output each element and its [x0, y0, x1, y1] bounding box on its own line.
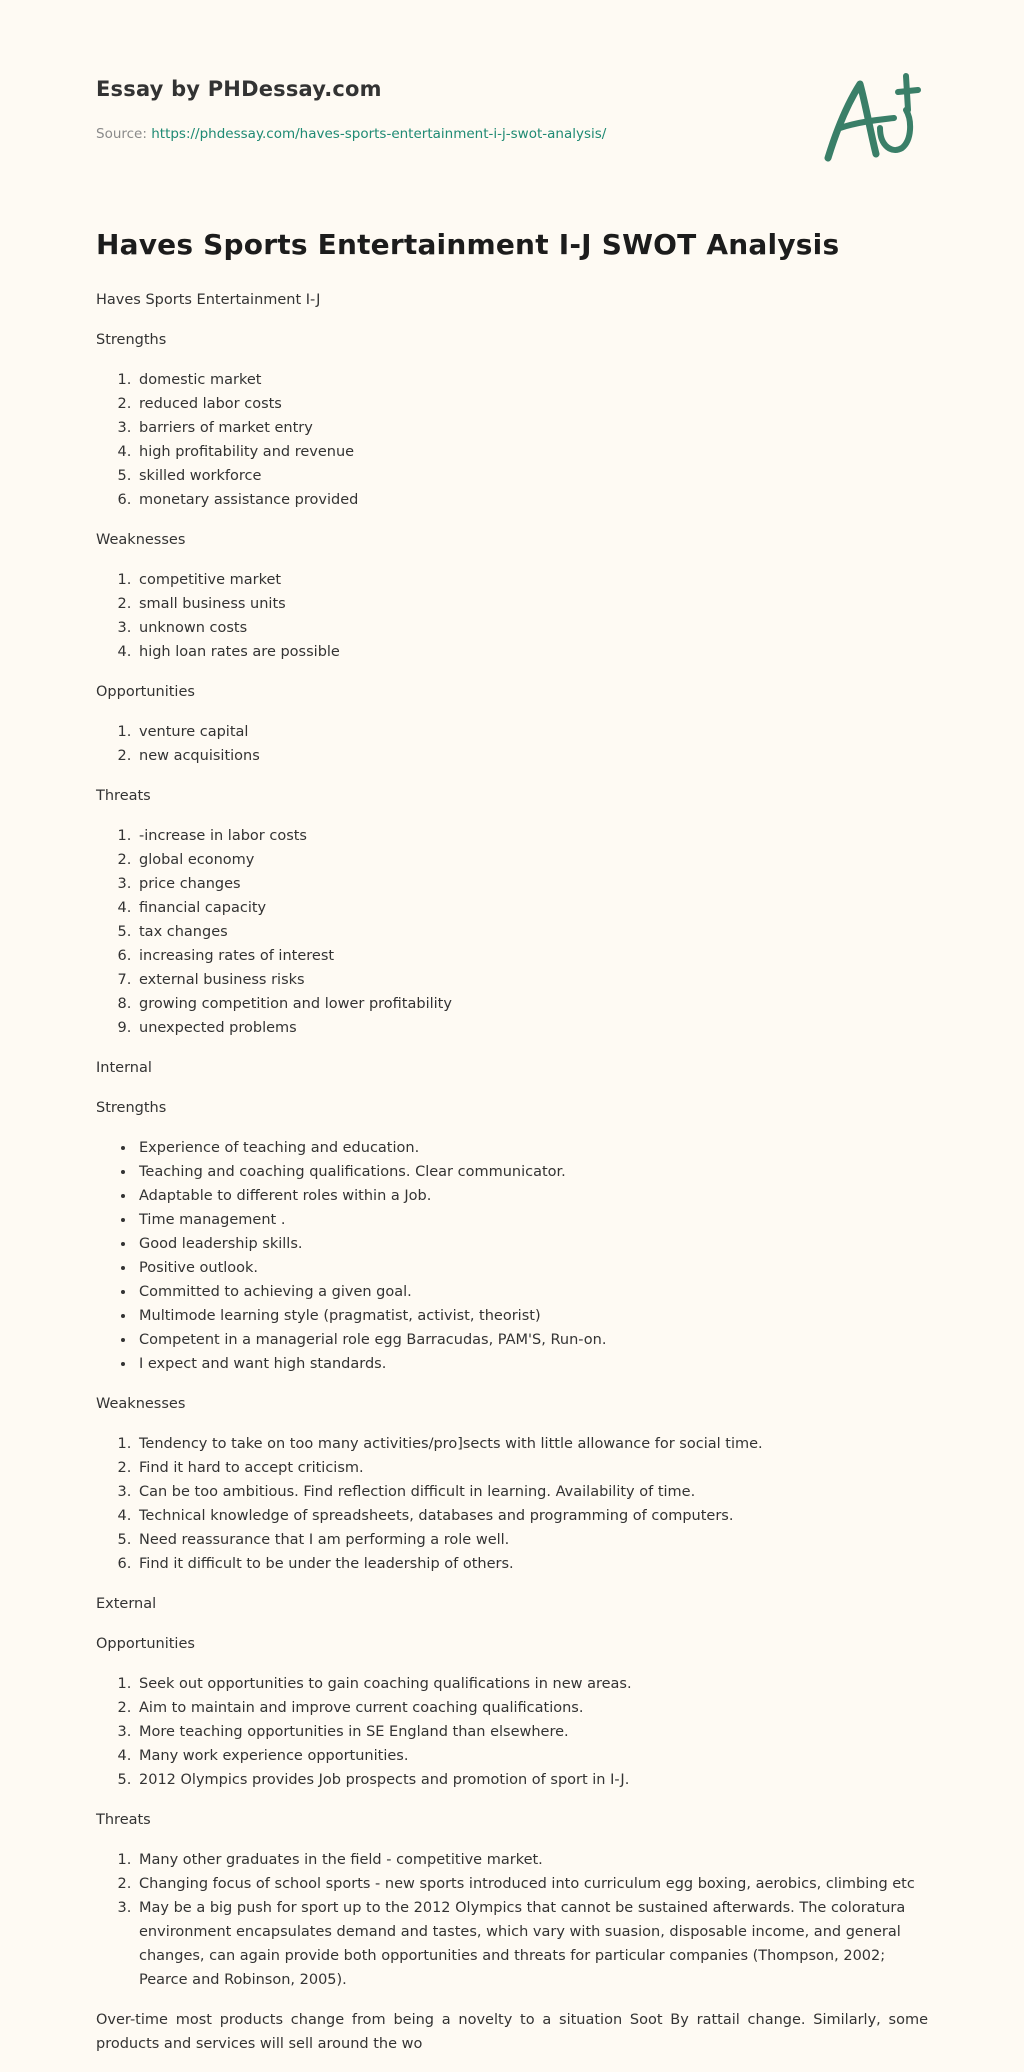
- list-item: • Teaching and coaching qualifications. Clear communicator.: [136, 1160, 928, 1184]
- list-item: 2. Changing focus of school sports - new sports introduced into curriculum egg boxing, aerobics, climbing etc: [136, 1872, 928, 1896]
- list-item: 2. Aim to maintain and improve current coaching qualifications.: [136, 1696, 928, 1720]
- list-item: • Adaptable to different roles within a Job.: [136, 1184, 928, 1208]
- internal-strengths-list: [96, 1136, 928, 1376]
- list-item: • Experience of teaching and education.: [136, 1136, 928, 1160]
- list-item: • I expect and want high standards.: [136, 1352, 928, 1376]
- threats-heading: Threats: [96, 788, 151, 804]
- opportunities-list: [96, 720, 928, 768]
- source-label: Source:: [96, 126, 152, 142]
- internal-heading: Internal: [96, 1060, 152, 1076]
- list-item: 1. venture capital: [136, 720, 928, 744]
- list-item: 2. global economy: [136, 848, 928, 872]
- list-item: • Positive outlook.: [136, 1256, 928, 1280]
- list-item: 1. Many other graduates in the field - competitive market.: [136, 1848, 928, 1872]
- list-item: 2. small business units: [136, 592, 928, 616]
- list-item: 4. high profitability and revenue: [136, 440, 928, 464]
- list-item: 3. Can be too ambitious. Find reflection difficult in learning. Availability of time.: [136, 1480, 928, 1504]
- weaknesses-list: [96, 568, 928, 664]
- internal-strengths-heading: Strengths: [96, 1100, 167, 1116]
- list-item: 5. Need reassurance that I am performing a role well.: [136, 1528, 928, 1552]
- list-item: 6. increasing rates of interest: [136, 944, 928, 968]
- list-item: 1. competitive market: [136, 568, 928, 592]
- a-plus-logo-icon: [818, 70, 928, 170]
- list-item: 4. Many work experience opportunities.: [136, 1744, 928, 1768]
- list-item: 5. tax changes: [136, 920, 928, 944]
- list-item: 2. Find it hard to accept criticism.: [136, 1456, 928, 1480]
- intro-paragraph: Haves Sports Entertainment I-J: [96, 292, 321, 308]
- list-item: 6. monetary assistance provided: [136, 488, 928, 512]
- list-item: 9. unexpected problems: [136, 1016, 928, 1040]
- list-item: 3. barriers of market entry: [136, 416, 928, 440]
- external-opportunities-heading: Opportunities: [96, 1636, 195, 1652]
- list-item: 1. Tendency to take on too many activities/pro]sects with little allowance for social time.: [136, 1432, 928, 1456]
- site-title: Essay by PHDessay.com: [96, 77, 382, 101]
- weaknesses-heading: Weaknesses: [96, 532, 186, 548]
- list-item: 7. external business risks: [136, 968, 928, 992]
- list-item: 4. high loan rates are possible: [136, 640, 928, 664]
- list-item: 1. domestic market: [136, 368, 928, 392]
- external-threats-heading: Threats: [96, 1812, 151, 1828]
- list-item: 8. growing competition and lower profitability: [136, 992, 928, 1016]
- opportunities-heading: Opportunities: [96, 684, 195, 700]
- list-item: 3. May be a big push for sport up to the 2012 Olympics that cannot be sustained afterwards. The coloratura environment encapsulates demand and tastes, which vary with suasion, disposable income, and general changes, can again provide both opportunities and threats for particular companies (Thompson, 2002; Pearce and Robinson, 2005).: [136, 1896, 928, 1992]
- list-item: 1. -increase in labor costs: [136, 824, 928, 848]
- list-item: 6. Find it difficult to be under the leadership of others.: [136, 1552, 928, 1576]
- list-item: • Multimode learning style (pragmatist, activist, theorist): [136, 1304, 928, 1328]
- list-item: 4. financial capacity: [136, 896, 928, 920]
- article-title: Haves Sports Entertainment I-J SWOT Analysis: [96, 228, 840, 261]
- list-item: 3. price changes: [136, 872, 928, 896]
- article-body: [96, 224, 928, 2072]
- list-item: • Committed to achieving a given goal.: [136, 1280, 928, 1304]
- internal-weaknesses-list: [96, 1432, 928, 1576]
- external-heading: External: [96, 1596, 157, 1612]
- list-item: 4. Technical knowledge of spreadsheets, databases and programming of computers.: [136, 1504, 928, 1528]
- list-item: 2. new acquisitions: [136, 744, 928, 768]
- strengths-list: [96, 368, 928, 512]
- list-item: 5. 2012 Olympics provides Job prospects and promotion of sport in I-J.: [136, 1768, 928, 1792]
- list-item: • Good leadership skills.: [136, 1232, 928, 1256]
- list-item: 2. reduced labor costs: [136, 392, 928, 416]
- list-item: 1. Seek out opportunities to gain coaching qualifications in new areas.: [136, 1672, 928, 1696]
- threats-list: [96, 824, 928, 1040]
- source-link[interactable]: https://phdessay.com/haves-sports-entertainment-i-j-swot-analysis/: [151, 126, 607, 142]
- list-item: • Time management .: [136, 1208, 928, 1232]
- closing-paragraph: Over-time most products change from being a novelty to a situation Soot By rattail change. Similarly, some products and services will sell around the wo: [96, 2012, 928, 2052]
- essay-header: [96, 0, 936, 180]
- strengths-heading: Strengths: [96, 332, 167, 348]
- list-item: • Competent in a managerial role egg Barracudas, PAM'S, Run-on.: [136, 1328, 928, 1352]
- list-item: 3. More teaching opportunities in SE England than elsewhere.: [136, 1720, 928, 1744]
- external-opportunities-list: [96, 1672, 928, 1792]
- list-item: 3. unknown costs: [136, 616, 928, 640]
- internal-weaknesses-heading: Weaknesses: [96, 1396, 186, 1412]
- list-item: 5. skilled workforce: [136, 464, 928, 488]
- external-threats-list: [96, 1848, 928, 1992]
- source-line: [96, 126, 606, 142]
